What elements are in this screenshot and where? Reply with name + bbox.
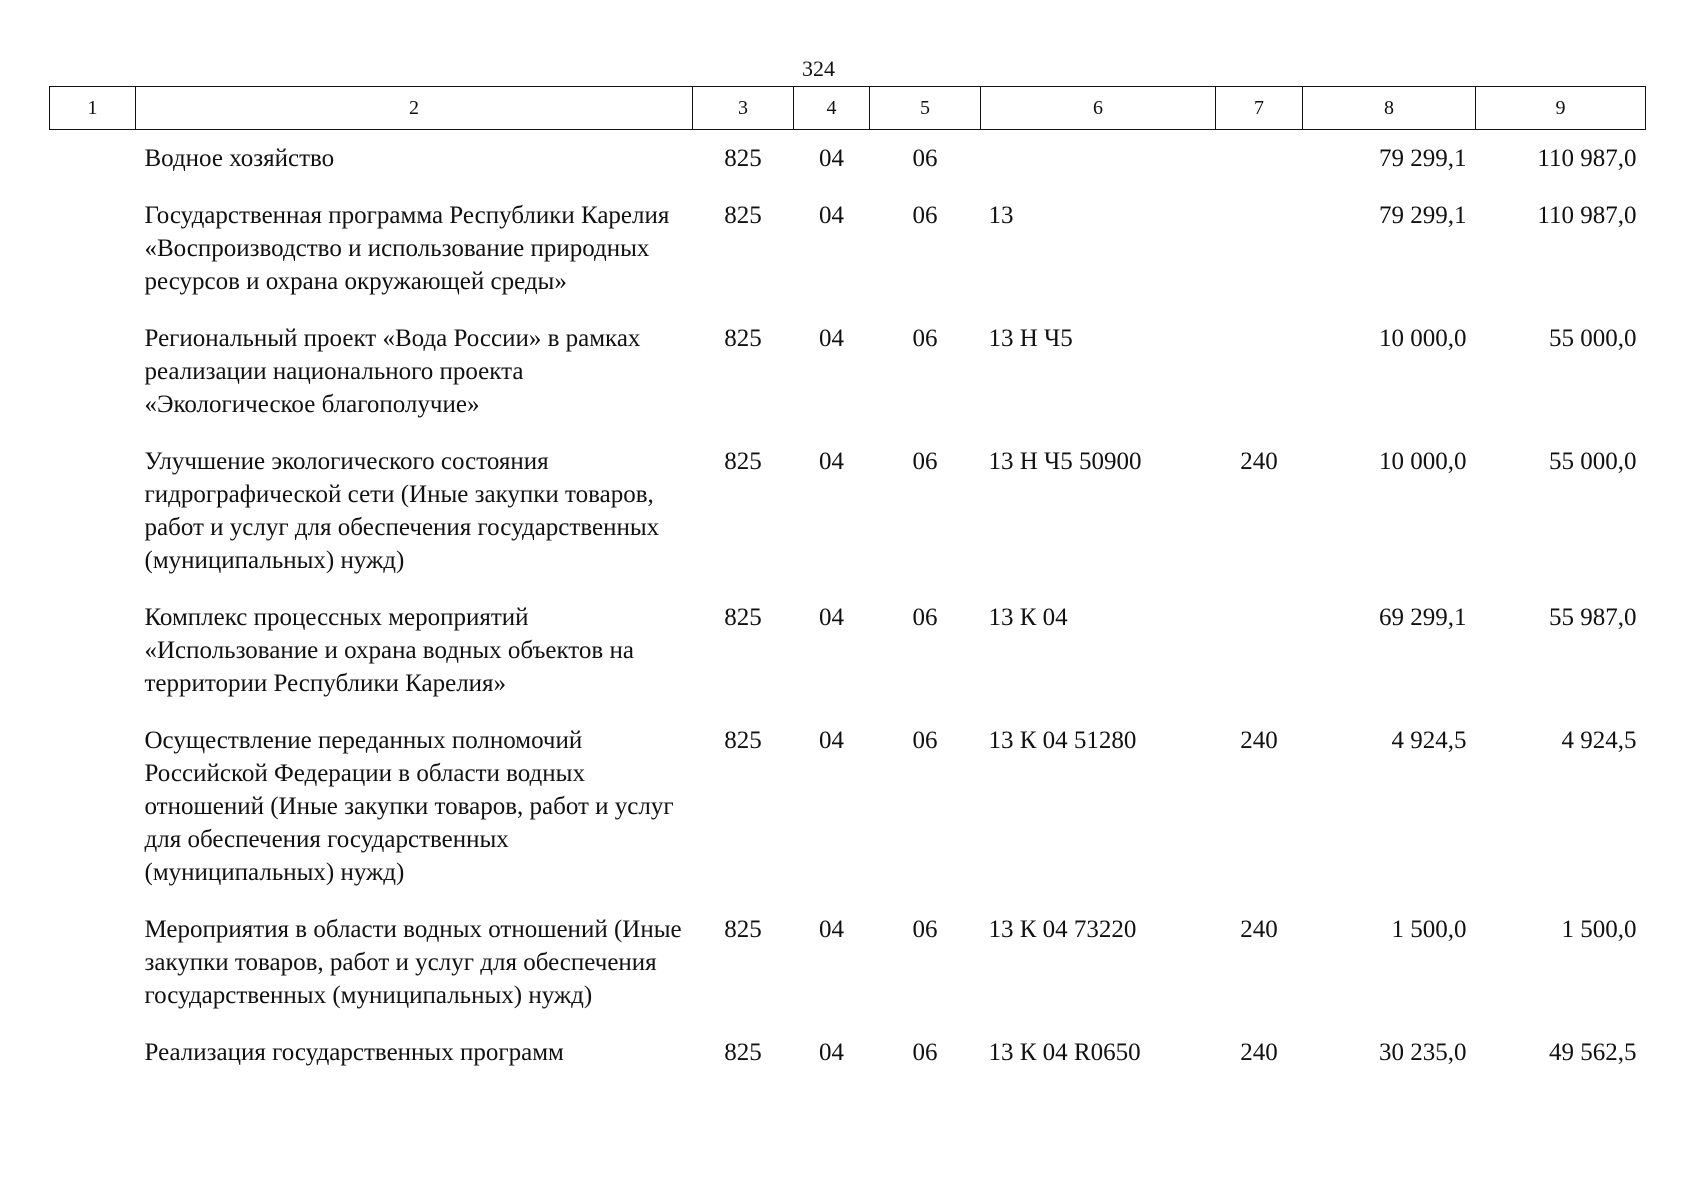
cell-target-article: 13 К 04 51280 [988, 727, 1137, 754]
cell-expense-type [1216, 589, 1303, 712]
cell-col-1 [50, 712, 136, 901]
table-row [50, 901, 1646, 1024]
cell-subsection: 06 [912, 604, 938, 631]
cell-amount-col9: 110 987,0 [1537, 145, 1637, 172]
header-col-2: 2 [136, 87, 693, 130]
cell-amount-col8: 10 000,0 [1379, 448, 1467, 475]
cell-name: Водное хозяйство [144, 145, 335, 172]
cell-ministry-code: 825 [724, 448, 762, 475]
cell-section: 04 [819, 325, 844, 352]
cell-amount-col8: 30 235,0 [1379, 1039, 1467, 1066]
cell-amount-col9: 55 000,0 [1549, 325, 1637, 352]
cell-expense-type [1216, 187, 1303, 310]
header-col-6: 6 [981, 87, 1216, 130]
table-header [50, 87, 1646, 130]
cell-subsection: 06 [912, 448, 938, 475]
header-col-1: 1 [50, 87, 136, 130]
cell-section: 04 [819, 1039, 844, 1066]
table-row [50, 433, 1646, 589]
cell-ministry-code: 825 [724, 916, 762, 943]
cell-section: 04 [819, 604, 844, 631]
cell-amount-col8: 10 000,0 [1379, 325, 1467, 352]
budget-table [49, 86, 1646, 1081]
cell-amount-col9: 55 987,0 [1549, 604, 1637, 631]
cell-subsection: 06 [912, 145, 938, 172]
cell-target-article: 13 Н Ч5 [988, 325, 1073, 352]
header-row [50, 87, 1646, 130]
header-col-9: 9 [1476, 87, 1646, 130]
cell-expense-type: 240 [1240, 1039, 1278, 1066]
cell-subsection: 06 [912, 727, 938, 754]
header-col-3: 3 [693, 87, 794, 130]
cell-name: Осуществление переданных полномочий Российской Федерации в области водных отношений (Иные закупки товаров, работ и услуг для обеспечения государственных (муниципальных) нужд) [144, 727, 674, 886]
cell-section: 04 [819, 727, 844, 754]
cell-target-article: 13 К 04 73220 [988, 916, 1137, 943]
cell-col-1 [50, 901, 136, 1024]
table-row [50, 130, 1646, 188]
page-number [0, 56, 1697, 82]
cell-col-1 [50, 310, 136, 433]
cell-subsection: 06 [912, 1039, 938, 1066]
cell-subsection: 06 [912, 916, 938, 943]
cell-col-1 [50, 1024, 136, 1081]
cell-section: 04 [819, 916, 844, 943]
cell-subsection: 06 [912, 325, 938, 352]
table-row [50, 712, 1646, 901]
header-col-4: 4 [794, 87, 870, 130]
cell-expense-type [1216, 130, 1303, 188]
cell-amount-col8: 1 500,0 [1391, 916, 1467, 943]
cell-amount-col9: 55 000,0 [1549, 448, 1637, 475]
cell-amount-col9: 110 987,0 [1537, 202, 1637, 229]
cell-expense-type: 240 [1240, 727, 1278, 754]
cell-ministry-code: 825 [724, 325, 762, 352]
cell-expense-type [1216, 310, 1303, 433]
cell-ministry-code: 825 [724, 202, 762, 229]
table-row [50, 187, 1646, 310]
cell-amount-col9: 49 562,5 [1549, 1039, 1637, 1066]
cell-amount-col9: 4 924,5 [1561, 727, 1637, 754]
cell-name: Комплекс процессных мероприятий «Использование и охрана водных объектов на территории Республики Карелия» [144, 604, 634, 697]
cell-ministry-code: 825 [724, 145, 762, 172]
page-number-text: 324 [802, 56, 835, 81]
table-row [50, 589, 1646, 712]
cell-amount-col8: 79 299,1 [1379, 202, 1467, 229]
cell-subsection: 06 [912, 202, 938, 229]
cell-target-article: 13 Н Ч5 50900 [988, 448, 1142, 475]
cell-col-1 [50, 433, 136, 589]
cell-ministry-code: 825 [724, 604, 762, 631]
cell-col-1 [50, 589, 136, 712]
cell-target-article: 13 К 04 [988, 604, 1068, 631]
cell-name: Мероприятия в области водных отношений (Иные закупки товаров, работ и услуг для обеспечения государственных (муниципальных) нужд) [144, 916, 682, 1009]
table-body [50, 130, 1646, 1082]
cell-section: 04 [819, 202, 844, 229]
cell-target-article: 13 [988, 202, 1014, 229]
cell-name: Реализация государственных программ [144, 1039, 564, 1066]
cell-name: Улучшение экологического состояния гидрографической сети (Иные закупки товаров, работ и услуг для обеспечения государственных (муниципальных) нужд) [144, 448, 660, 574]
cell-ministry-code: 825 [724, 1039, 762, 1066]
header-col-8: 8 [1303, 87, 1476, 130]
cell-name: Региональный проект «Вода России» в рамках реализации национального проекта «Экологическое благополучие» [144, 325, 641, 418]
table-row [50, 310, 1646, 433]
cell-section: 04 [819, 448, 844, 475]
cell-amount-col9: 1 500,0 [1561, 916, 1637, 943]
cell-col-1 [50, 187, 136, 310]
table-row [50, 1024, 1646, 1081]
header-col-5: 5 [870, 87, 981, 130]
header-col-7: 7 [1216, 87, 1303, 130]
cell-amount-col8: 79 299,1 [1379, 145, 1467, 172]
cell-name: Государственная программа Республики Карелия «Воспроизводство и использование природных ресурсов и охрана окружающей среды» [144, 202, 670, 295]
cell-ministry-code: 825 [724, 727, 762, 754]
cell-amount-col8: 4 924,5 [1391, 727, 1467, 754]
cell-target-article [981, 130, 1216, 188]
cell-col-1 [50, 130, 136, 188]
cell-expense-type: 240 [1240, 448, 1278, 475]
cell-section: 04 [819, 145, 844, 172]
cell-expense-type: 240 [1240, 916, 1278, 943]
cell-target-article: 13 К 04 R0650 [988, 1039, 1141, 1066]
cell-amount-col8: 69 299,1 [1379, 604, 1467, 631]
